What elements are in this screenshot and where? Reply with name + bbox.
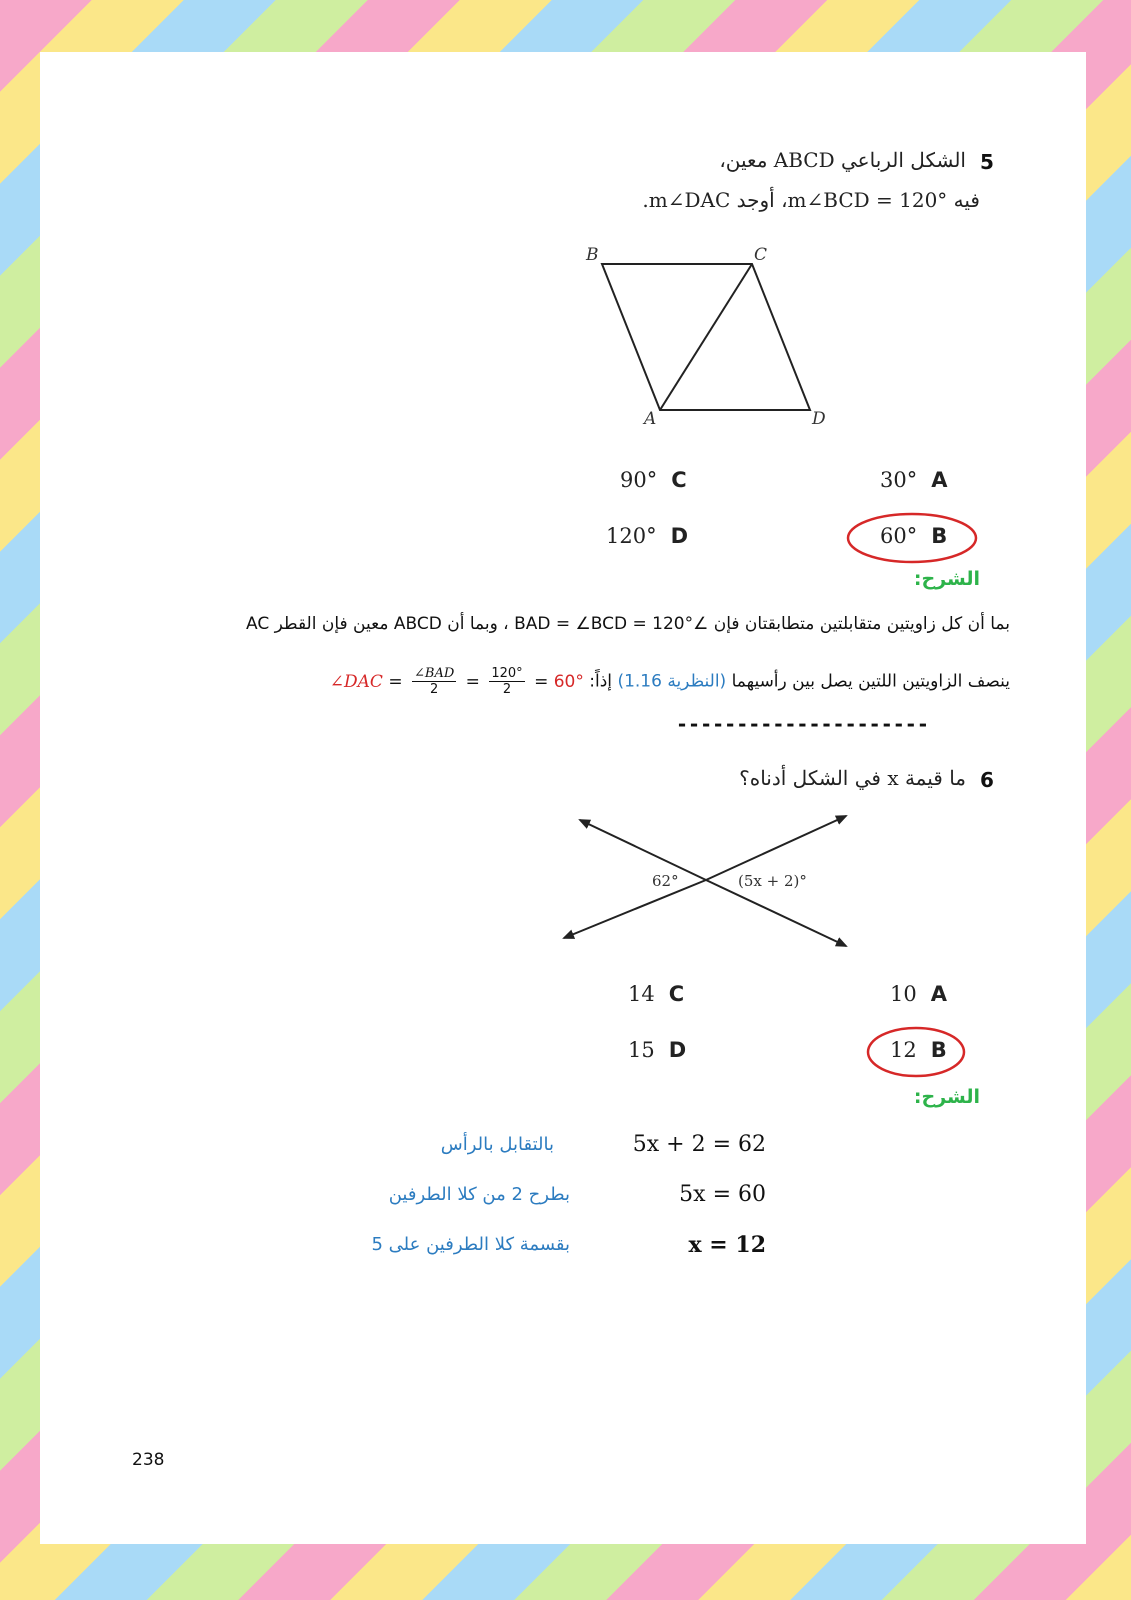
q6-option-d-value: 15: [628, 1038, 655, 1062]
angle-62-label: 62°: [652, 872, 679, 890]
formula-answer: 60°: [553, 671, 584, 692]
q6-option-c-letter: C: [668, 982, 685, 1006]
vertex-c-label: C: [754, 245, 768, 265]
q5-explanation-line1: بما أن كل زاويتين متقابلتين متطابقتان فإن ∠BAD = ∠BCD = 120° ، وبما أن ABCD معين فإن القطر AC: [246, 614, 1010, 634]
vertex-d-label: D: [812, 409, 826, 429]
q6-option-d-letter: D: [668, 1038, 687, 1062]
step3-reason: بقسمة كلا الطرفين على 5: [371, 1234, 570, 1255]
vertex-a-label: A: [644, 409, 657, 429]
line1-left-ray: [580, 820, 706, 880]
q5-correct-answer-circle: [844, 510, 980, 566]
q6-option-a-letter: A: [930, 982, 947, 1006]
intersecting-lines-diagram: [556, 810, 856, 952]
q6-option-b-value: 12: [890, 1038, 917, 1062]
fraction-120: $\frac{120^\circ}{2}$: [491, 666, 523, 697]
diagonal-ac: [660, 264, 752, 410]
q5-explanation-line2: [330, 666, 1010, 697]
q5-option-c-value: 90°: [620, 468, 658, 492]
q5-option-d-letter: D: [670, 524, 689, 548]
question-5-text-line2: فيه m∠BCD = 120°، أوجد m∠DAC.: [642, 188, 980, 212]
q5-option-c[interactable]: [620, 468, 687, 492]
q6-explanation-title: الشرح:: [913, 1086, 980, 1108]
q6-option-b-letter: B: [930, 1038, 947, 1062]
line2-right-ray: [706, 816, 846, 880]
step1-equation: 5x + 2 = 62: [632, 1132, 766, 1157]
q6-option-a[interactable]: [890, 982, 947, 1006]
question-6-text: ما قيمة x في الشكل أدناه؟: [739, 766, 966, 790]
q5-option-d[interactable]: [606, 524, 688, 548]
q5-option-c-letter: C: [671, 468, 687, 492]
theorem-reference: (النظرية 1.16): [617, 671, 727, 692]
angle-5x-label: (5x + 2)°: [738, 872, 807, 890]
q6-option-c-value: 14: [628, 982, 655, 1006]
line2-left-ray: [564, 880, 706, 938]
step3-equation: x = 12: [688, 1232, 766, 1258]
question-5-number: 5: [980, 150, 994, 174]
section-separator: ---------------------: [676, 712, 929, 736]
q6-option-a-value: 10: [890, 982, 917, 1006]
q5-option-a-letter: A: [931, 468, 948, 492]
q5-formula: ∠DAC = $\frac{\text{∠BAD}}{2}$ = $\frac{120^\circ}{2}$ = 60°: [329, 666, 584, 697]
fraction-bad: $\frac{\text{∠BAD}}{2}$: [414, 666, 455, 697]
worksheet-page: [40, 52, 1086, 1544]
hence-word: إذاً:: [589, 671, 613, 692]
q5-option-b-letter: B: [931, 524, 948, 548]
q5-option-a[interactable]: [880, 468, 948, 492]
step1-reason: بالتقابل بالرأس: [440, 1134, 554, 1155]
rhombus-diagram: [580, 238, 830, 430]
step2-reason: بطرح 2 من كلا الطرفين: [388, 1184, 570, 1205]
q6-option-d[interactable]: [628, 1038, 686, 1062]
question-6-number: 6: [980, 768, 994, 792]
page-number: 238: [132, 1450, 165, 1470]
question-5-text-line1: الشكل الرباعي ABCD معين،: [719, 148, 966, 172]
q5-line2-text: ينصف الزاويتين اللتين يصل بين رأسيهما: [731, 671, 1010, 692]
step2-equation: 5x = 60: [679, 1182, 766, 1207]
vertex-b-label: B: [586, 245, 599, 265]
q5-option-b-value: 60°: [880, 524, 918, 548]
q5-explanation-title: الشرح:: [913, 568, 980, 590]
q5-option-a-value: 30°: [880, 468, 918, 492]
q6-option-c[interactable]: [628, 982, 684, 1006]
formula-result: ∠DAC: [329, 671, 383, 692]
q6-correct-answer-circle: [864, 1024, 968, 1080]
q5-option-d-value: 120°: [606, 524, 657, 548]
